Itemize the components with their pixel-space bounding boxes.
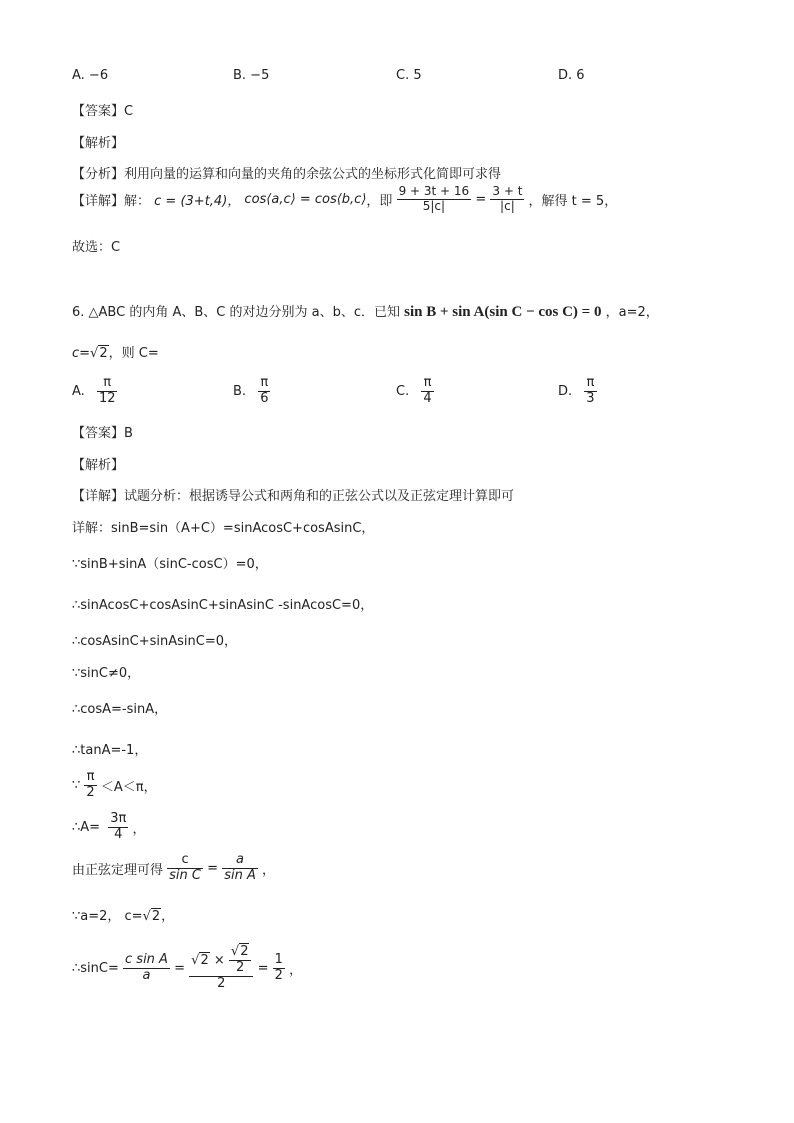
q6-a-value xyxy=(72,812,145,843)
stem-question: ，则 C= xyxy=(108,346,159,361)
option-label: A. xyxy=(72,383,85,399)
frac-num: π xyxy=(84,770,96,786)
law-text: 由正弦定理可得 xyxy=(72,862,164,878)
sqrt-sign: √ xyxy=(191,952,200,968)
frac-den: 12 xyxy=(98,390,116,406)
answer-value: B xyxy=(124,426,133,441)
q5-option-d: D. 6 xyxy=(558,68,585,83)
result-text: ，解得 t = 5， xyxy=(528,193,618,209)
q5-analysis-tag: 【解析】 xyxy=(72,136,125,151)
frac-den: a xyxy=(142,967,151,983)
q6-sinc xyxy=(72,945,302,992)
frac-1 xyxy=(397,185,472,214)
q5-option-b: B. −5 xyxy=(233,68,270,83)
q6-step-5: ∵sinC≠0， xyxy=(72,666,141,681)
one-half xyxy=(273,953,285,984)
inner-frac xyxy=(229,945,252,976)
equals-sign: = xyxy=(475,191,487,207)
sqrt-radicand: 2 xyxy=(99,346,108,361)
stem-text: 6. △ABC 的内角 A、B、C 的对边分别为 a、b、c．已知 xyxy=(72,305,400,320)
comma: ， xyxy=(161,909,175,924)
stem-tail: ，a=2， xyxy=(605,305,659,320)
frac-den: 6 xyxy=(260,390,269,406)
equals-sign: = xyxy=(257,960,269,976)
c-over-sinc xyxy=(167,853,203,884)
equals-sign: = xyxy=(174,960,185,976)
comma: ， xyxy=(289,962,303,978)
comma: ， xyxy=(132,821,146,837)
frac-num: π xyxy=(258,376,270,392)
option-label: B. xyxy=(233,383,247,399)
frac-2-num: 3 + t xyxy=(492,184,523,198)
q6-detail-intro: 【详解】试题分析：根据诱导公式和两角和的正弦公式以及正弦定理计算即可 xyxy=(72,489,515,504)
q6-option-d xyxy=(558,376,597,407)
q6-option-b xyxy=(233,376,270,407)
sqrt-sign: √ xyxy=(142,909,151,924)
q6-analysis-tag: 【解析】 xyxy=(72,458,125,473)
times-sign: × xyxy=(213,952,225,968)
q6-step-4: ∴cosAsinC+sinAsinC=0， xyxy=(72,634,238,649)
range-text: ＜A＜π， xyxy=(100,779,157,795)
q6-step-1: 详解：sinB=sin（A+C）=sinAcosC+cosAsinC， xyxy=(72,521,375,536)
q6-stem-line1 xyxy=(72,301,659,321)
because-sign: ∵ xyxy=(72,777,81,793)
frac-num: c xyxy=(167,853,203,869)
option-label: C. xyxy=(396,383,410,399)
frac-den: 3 xyxy=(586,390,595,406)
q5-detail xyxy=(72,185,617,214)
frac-den: 2 xyxy=(274,967,283,983)
q6-law-of-sines xyxy=(72,853,275,884)
ji-text: ，即 xyxy=(366,193,393,209)
answer-tag: 【答案】 xyxy=(72,426,125,441)
detail-tag: 【详解】解： xyxy=(72,193,151,209)
frac-2-den: |c| xyxy=(500,198,515,213)
frac-den: 2 xyxy=(236,959,245,975)
sqrt-sign: √ xyxy=(230,944,240,959)
q6-step-7: ∴tanA=-1， xyxy=(72,743,148,758)
sqrt-radicand: 2 xyxy=(200,952,209,968)
cos-eq: cos⟨a,c⟩ = cos⟨b,c⟩ xyxy=(244,191,367,207)
frac-num: π xyxy=(97,376,118,392)
a-over-sina xyxy=(222,853,258,884)
frac-2 xyxy=(490,185,524,214)
q5-option-a: A. −6 xyxy=(72,68,109,83)
q5-answer xyxy=(72,100,133,119)
sqrt-sign: √ xyxy=(90,346,99,361)
option-frac xyxy=(97,376,118,407)
frac-den: sin C xyxy=(169,867,201,883)
frac-num xyxy=(189,945,253,977)
frac-num: 1 xyxy=(274,951,283,967)
stem-equation: sin B + sin A(sin C − cos C) = 0 xyxy=(404,304,602,320)
option-label: D. xyxy=(558,383,573,399)
q6-step-2: ∵sinB+sinA（sinC-cosC）=0， xyxy=(72,557,268,572)
sinc-eq: ∴sinC= xyxy=(72,960,119,976)
frac-den: 2 xyxy=(217,975,226,991)
q6-answer xyxy=(72,422,133,441)
equals-sign: = xyxy=(207,860,219,876)
q5-fenxi: 【分析】利用向量的运算和向量的夹角的余弦公式的坐标形式化简即可求得 xyxy=(72,167,502,182)
vector-c-eq: c = (3+t,4)， xyxy=(154,193,241,209)
frac-num: c sin A xyxy=(125,951,168,967)
c-eq: c= xyxy=(72,346,91,361)
option-frac xyxy=(258,376,270,407)
q5-option-c: C. 5 xyxy=(396,68,422,83)
a-eq: ∴A= xyxy=(72,819,101,835)
q5-conclusion: 故选：C xyxy=(72,240,121,255)
frac-1-num: 9 + 3t + 16 xyxy=(398,184,470,198)
frac-num: 3π xyxy=(110,811,127,826)
q6-range-a xyxy=(72,770,157,801)
frac-num: π xyxy=(421,376,433,392)
frac-den: 4 xyxy=(114,826,123,842)
sinc-frac-2 xyxy=(189,945,253,992)
frac-num: π xyxy=(584,376,596,392)
sqrt-radicand: 2 xyxy=(240,944,249,959)
given-text: ∵a=2， c= xyxy=(72,909,143,924)
sinc-frac-1 xyxy=(123,953,170,984)
comma: ， xyxy=(261,862,275,878)
q6-option-a xyxy=(72,376,117,407)
frac-num xyxy=(229,945,252,961)
sqrt-radicand: 2 xyxy=(151,909,161,924)
q6-step-3: ∴sinAcosC+cosAsinC+sinAsinC -sinAcosC=0， xyxy=(72,598,374,613)
pi-over-2 xyxy=(84,770,96,801)
answer-value: C xyxy=(124,104,134,119)
three-pi-over-4 xyxy=(108,812,128,843)
frac-den: 4 xyxy=(423,390,432,406)
q6-option-c xyxy=(396,376,434,407)
frac-1-den: 5|c| xyxy=(422,198,446,213)
option-frac xyxy=(584,376,596,407)
option-frac xyxy=(421,376,433,407)
frac-den: 2 xyxy=(86,784,95,800)
q6-step-6: ∴cosA=-sinA， xyxy=(72,702,168,717)
answer-tag: 【答案】 xyxy=(72,104,125,119)
q6-stem-line2 xyxy=(72,342,159,361)
frac-num: a xyxy=(222,853,258,869)
frac-den: sin A xyxy=(224,867,256,883)
q6-given xyxy=(72,905,174,924)
